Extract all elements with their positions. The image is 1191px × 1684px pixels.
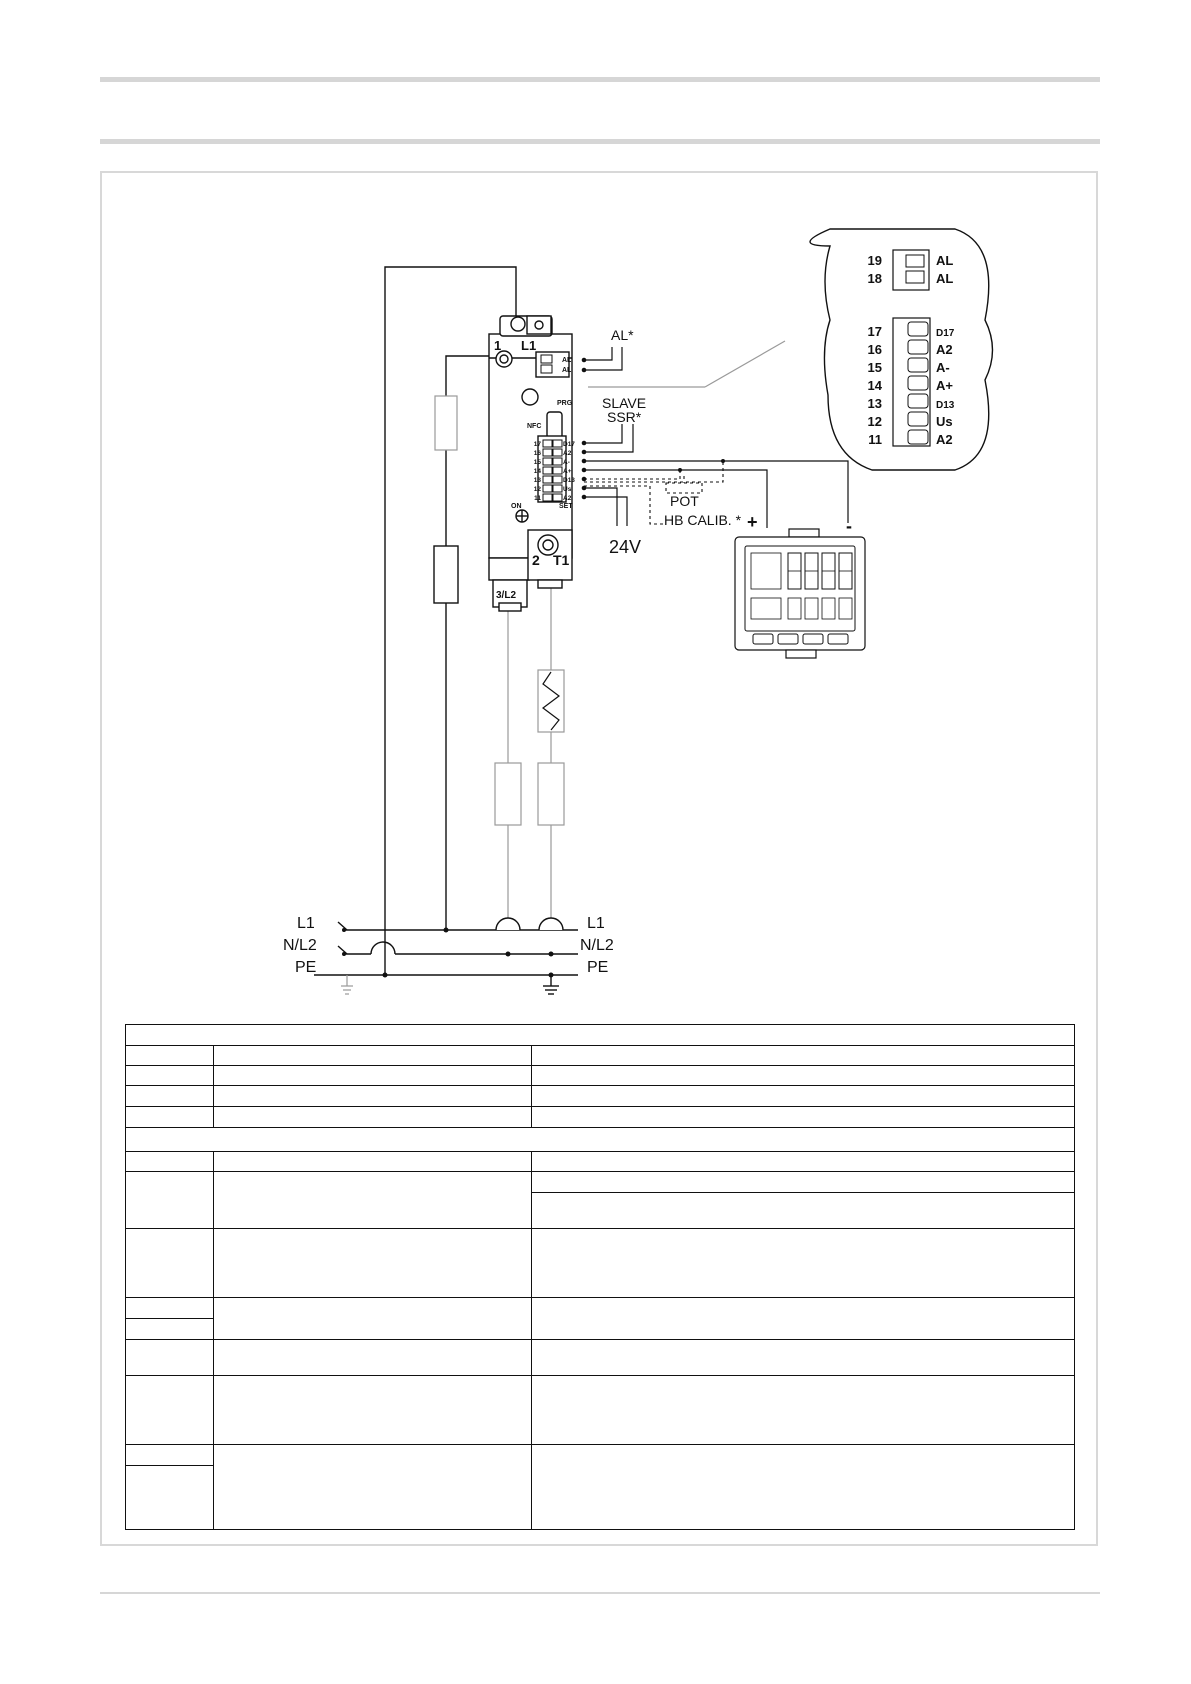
device-label-1: 1 <box>494 338 502 353</box>
svg-text:13: 13 <box>533 477 541 484</box>
device-label-l1: L1 <box>521 338 537 353</box>
callout-slave: SLAVE <box>602 395 647 411</box>
callout-minus: - <box>846 516 852 536</box>
svg-text:15: 15 <box>867 360 882 375</box>
svg-text:17: 17 <box>533 441 541 448</box>
svg-text:Us: Us <box>936 414 953 429</box>
device-label-3l2: 3/L2 <box>496 590 517 601</box>
controller-display <box>735 529 865 658</box>
spec-table <box>125 1024 1075 1530</box>
ground-symbol-right <box>543 975 559 994</box>
inset-terminal-labels <box>936 253 955 447</box>
svg-text:A2: A2 <box>563 450 572 457</box>
svg-text:13: 13 <box>867 396 882 411</box>
device-label-t1: T1 <box>553 552 570 568</box>
device-label-2: 2 <box>532 552 540 568</box>
v24-wire-2 <box>584 497 627 526</box>
device-al-1: AL <box>562 357 572 364</box>
inset-connector-top <box>893 250 929 290</box>
device-nfc: NFC <box>527 423 542 430</box>
svg-text:AL: AL <box>936 271 954 286</box>
l1-jump-right <box>539 918 563 930</box>
fuse-upper <box>435 396 457 450</box>
callout-al: AL* <box>611 327 634 343</box>
svg-text:16: 16 <box>867 342 882 357</box>
svg-text:D13: D13 <box>936 400 955 411</box>
callout-hb: HB CALIB. * <box>664 512 742 528</box>
l1-jump-left <box>496 918 520 930</box>
table-section-row <box>126 1128 1075 1152</box>
device-al-2: AL <box>562 367 572 374</box>
nfc-port <box>547 412 562 438</box>
supply-right-nl2: N/L2 <box>580 937 614 954</box>
fuse-load-right <box>538 763 564 825</box>
svg-text:14: 14 <box>867 378 882 393</box>
al-wire-2 <box>584 347 622 370</box>
svg-text:A+: A+ <box>936 378 953 393</box>
inset-connector-bottom <box>893 318 930 446</box>
svg-text:12: 12 <box>867 414 882 429</box>
slave-wire-1 <box>584 424 622 443</box>
svg-text:A-: A- <box>936 360 950 375</box>
svg-text:A+: A+ <box>563 468 572 475</box>
slave-wire-2 <box>584 424 633 452</box>
pot-wire-3 <box>584 486 665 524</box>
supply-right-pe: PE <box>587 959 609 976</box>
svg-text:11: 11 <box>534 495 541 502</box>
svg-text:18: 18 <box>867 271 882 286</box>
footer-rule <box>100 1592 1100 1594</box>
fuse-lower <box>434 546 458 603</box>
v24-wire-1 <box>584 488 617 526</box>
svg-text:19: 19 <box>867 253 882 268</box>
callout-ssr: SSR* <box>607 409 642 425</box>
svg-text:14: 14 <box>533 468 541 475</box>
svg-text:A2: A2 <box>563 495 572 502</box>
svg-text:15: 15 <box>533 459 541 466</box>
svg-text:A2: A2 <box>936 432 953 447</box>
device-terminal-labels <box>563 441 575 502</box>
supply-left-pe: PE <box>295 959 317 976</box>
svg-text:D17: D17 <box>563 441 575 448</box>
fuse-load-left <box>495 763 521 825</box>
svg-text:D13: D13 <box>563 477 575 484</box>
device-set: SET <box>559 503 573 510</box>
device-terminal-numbers <box>534 441 542 502</box>
supply-left-l1: L1 <box>297 915 315 932</box>
pot-wire-1 <box>584 470 680 479</box>
pot-symbol <box>666 483 702 493</box>
svg-text:11: 11 <box>868 432 882 447</box>
load-heater <box>538 670 564 732</box>
table-header-row <box>126 1025 1075 1046</box>
svg-text:Us: Us <box>563 486 572 493</box>
supply-left-nl2: N/L2 <box>283 937 317 954</box>
callout-plus: + <box>747 512 758 532</box>
svg-text:17: 17 <box>867 324 882 339</box>
svg-text:16: 16 <box>533 450 541 457</box>
svg-text:A2: A2 <box>936 342 953 357</box>
device-on: ON <box>511 503 522 510</box>
terminal-cells <box>543 440 562 501</box>
inset-terminal-numbers <box>868 253 883 447</box>
svg-text:12: 12 <box>533 486 541 493</box>
al-wire-1 <box>584 347 612 360</box>
svg-text:AL: AL <box>936 253 954 268</box>
nl2-bus-jump <box>371 942 395 954</box>
callout-pot: POT <box>670 493 699 509</box>
callout-24v: 24V <box>609 537 642 557</box>
svg-text:A-: A- <box>563 459 570 466</box>
device-prg: PRG <box>557 400 573 407</box>
svg-text:D17: D17 <box>936 328 955 339</box>
supply-right-l1: L1 <box>587 915 605 932</box>
ground-symbol-left <box>341 975 353 994</box>
